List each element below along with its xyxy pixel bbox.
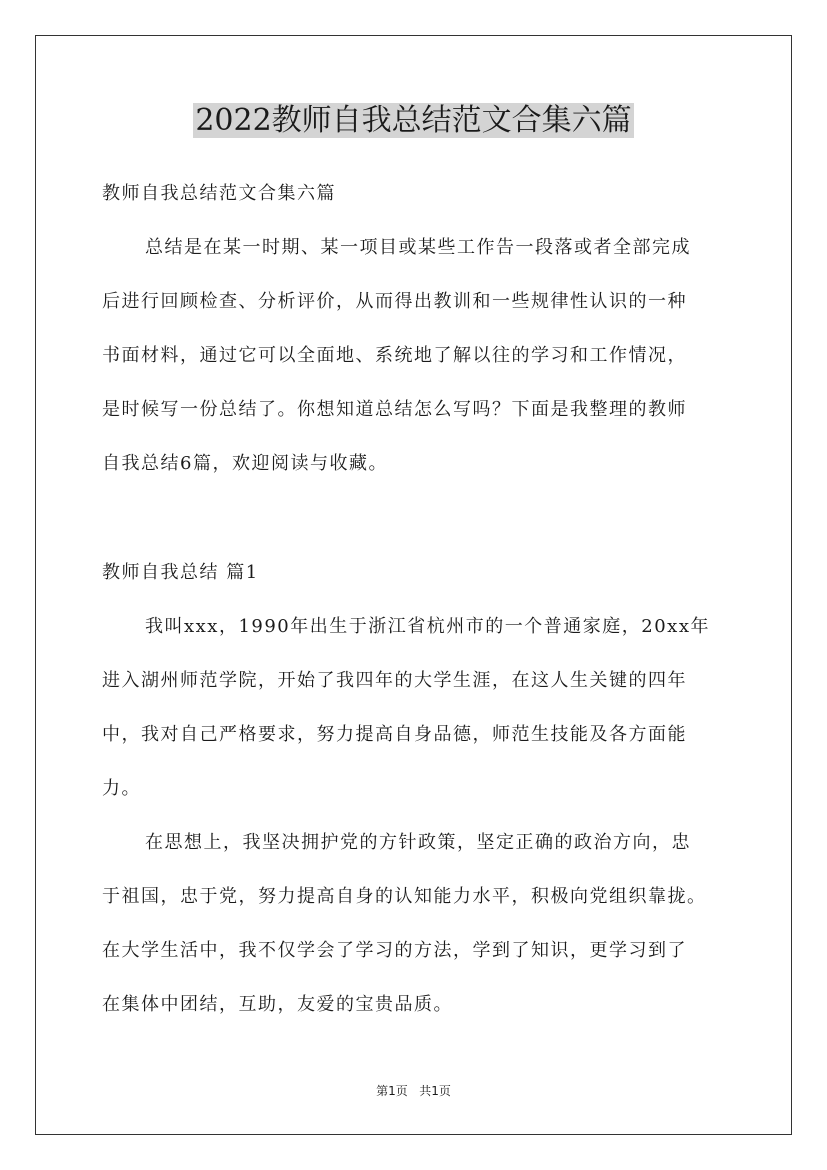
intro-line: 后进行回顾检查、分析评价，从而得出教训和一些规律性认识的一种 — [102, 291, 687, 312]
intro-line: 总结是在某一时期、某一项目或某些工作告一段落或者全部完成 — [145, 237, 691, 258]
document-title — [0, 101, 827, 141]
paragraph-line: 在集体中团结，互助，友爱的宝贵品质。 — [102, 994, 453, 1015]
page-total: 共1页 — [419, 1084, 451, 1098]
paragraph-line: 力。 — [102, 778, 141, 799]
page-footer — [0, 1083, 827, 1099]
section-heading: 教师自我总结 篇1 — [102, 562, 259, 583]
paragraph-line: 在思想上，我坚决拥护党的方针政策，坚定正确的政治方向，忠 — [145, 832, 691, 853]
paragraph-line: 我叫xxx，1990年出生于浙江省杭州市的一个普通家庭，20xx年 — [145, 616, 710, 637]
paragraph-line: 中，我对自己严格要求，努力提高自身品德，师范生技能及各方面能 — [102, 724, 687, 745]
intro-line: 自我总结6篇，欢迎阅读与收藏。 — [102, 453, 388, 474]
intro-line: 是时候写一份总结了。你想知道总结怎么写吗？下面是我整理的教师 — [102, 399, 687, 420]
paragraph-line: 进入湖州师范学院，开始了我四年的大学生涯，在这人生关键的四年 — [102, 670, 687, 691]
document-title-text: 2022教师自我总结范文合集六篇 — [195, 103, 632, 138]
paragraph-line: 在大学生活中，我不仅学会了学习的方法，学到了知识，更学习到了 — [102, 940, 687, 961]
intro-line: 书面材料，通过它可以全面地、系统地了解以往的学习和工作情况， — [102, 345, 687, 366]
paragraph-line: 于祖国，忠于党，努力提高自身的认知能力水平，积极向党组织靠拢。 — [102, 886, 707, 907]
page-number: 第1页 — [376, 1084, 408, 1098]
document-subtitle: 教师自我总结范文合集六篇 — [102, 183, 336, 204]
